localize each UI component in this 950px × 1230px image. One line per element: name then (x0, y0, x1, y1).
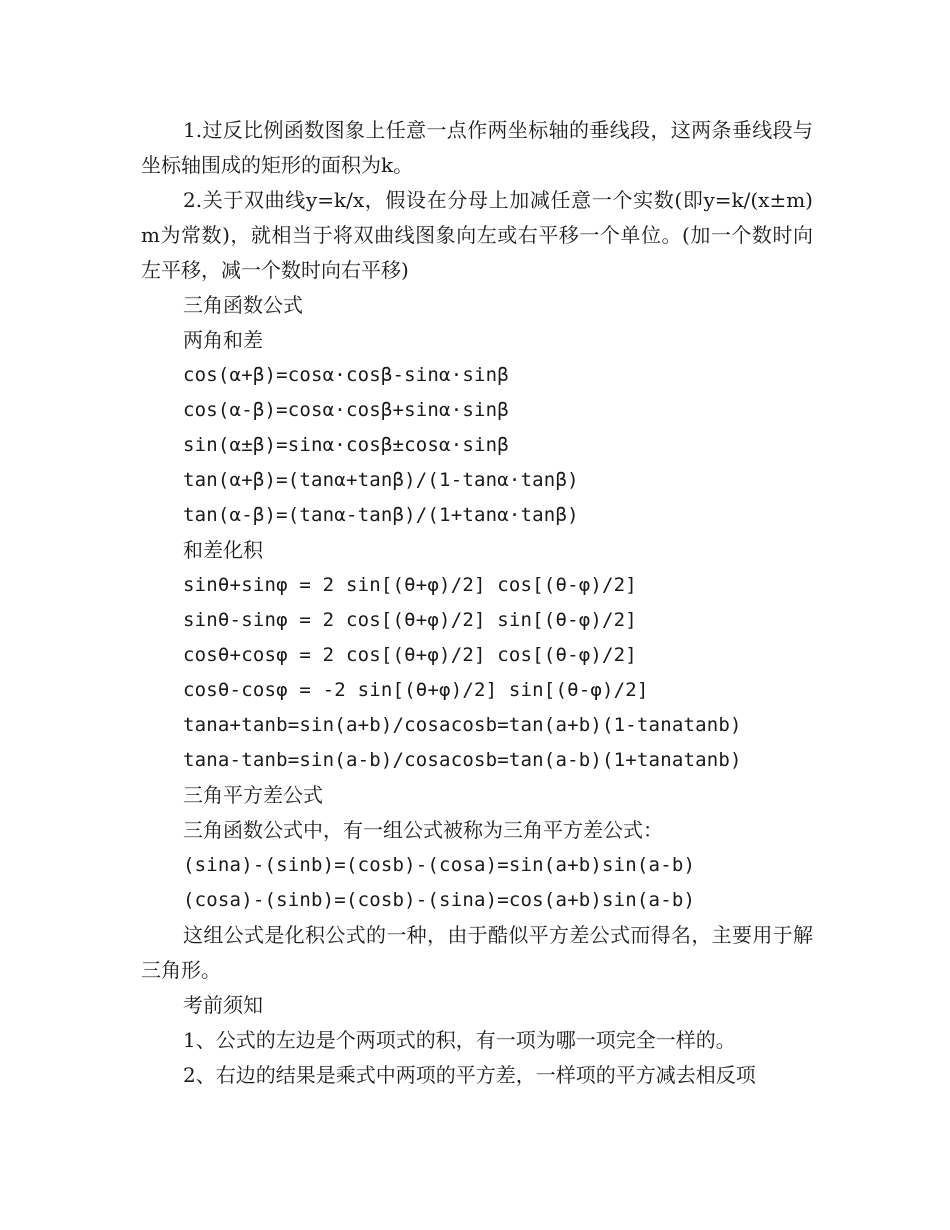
note-item-1: 1、公式的左边是个两项式的积，有一项为哪一项完全一样的。 (183, 1028, 736, 1052)
heading-trig-formulas: 三角函数公式 (183, 293, 303, 317)
formula-tan-plus-tan: tana+tanb=sin(a+b)/cosacosb=tan(a+b)(1-tanatanb) (183, 714, 742, 736)
formula-sin-minus-sin: sinθ-sinφ = 2 cos[(θ+φ)/2] sin[(θ-φ)/2] (183, 609, 637, 631)
paragraph-hyperbola-area: 1.过反比例函数图象上任意一点作两坐标轴的垂线段，这两条垂线段与坐标轴围成的矩形的面积为k。 (141, 118, 813, 177)
formula-tan-sum: tan(α+β)=(tanα+tanβ)/(1-tanα·tanβ) (183, 469, 579, 491)
heading-exam-notes: 考前须知 (183, 993, 263, 1017)
heading-sum-to-product: 和差化积 (183, 538, 263, 562)
formula-square-diff-sin: (sina)-(sinb)=(cosb)-(cosa)=sin(a+b)sin(a-b) (183, 854, 696, 876)
paragraph-square-difference-intro: 三角函数公式中，有一组公式被称为三角平方差公式： (183, 818, 663, 842)
heading-square-difference: 三角平方差公式 (183, 783, 323, 807)
formula-cos-minus-cos: cosθ-cosφ = -2 sin[(θ+φ)/2] sin[(θ-φ)/2] (183, 679, 649, 701)
formula-sin-plus-sin: sinθ+sinφ = 2 sin[(θ+φ)/2] cos[(θ-φ)/2] (183, 574, 637, 596)
note-item-2: 2、右边的结果是乘式中两项的平方差，一样项的平方减去相反项 (183, 1063, 756, 1087)
formula-tan-minus-tan: tana-tanb=sin(a-b)/cosacosb=tan(a-b)(1+tanatanb) (183, 749, 742, 771)
paragraph-hyperbola-shift: 2.关于双曲线y=k/x，假设在分母上加减任意一个实数(即y=k/(x±m)m为常数)，就相当于将双曲线图象向左或右平移一个单位。(加一个数时向左平移，减一个数时向右平移) (141, 188, 813, 282)
formula-cos-plus-cos: cosθ+cosφ = 2 cos[(θ+φ)/2] cos[(θ-φ)/2] (183, 644, 637, 666)
formula-square-diff-cos: (cosa)-(sinb)=(cosb)-(sina)=cos(a+b)sin(a-b) (183, 889, 696, 911)
formula-sin-sum-diff: sin(α±β)=sinα·cosβ±cosα·sinβ (183, 434, 509, 456)
heading-sum-difference: 两角和差 (183, 328, 263, 352)
formula-cos-sum: cos(α+β)=cosα·cosβ-sinα·sinβ (183, 364, 509, 386)
paragraph-square-difference-usage: 这组公式是化积公式的一种，由于酷似平方差公式而得名，主要用于解三角形。 (141, 923, 813, 982)
formula-tan-diff: tan(α-β)=(tanα-tanβ)/(1+tanα·tanβ) (183, 504, 579, 526)
document-body (141, 113, 813, 1093)
formula-cos-diff: cos(α-β)=cosα·cosβ+sinα·sinβ (183, 399, 509, 421)
